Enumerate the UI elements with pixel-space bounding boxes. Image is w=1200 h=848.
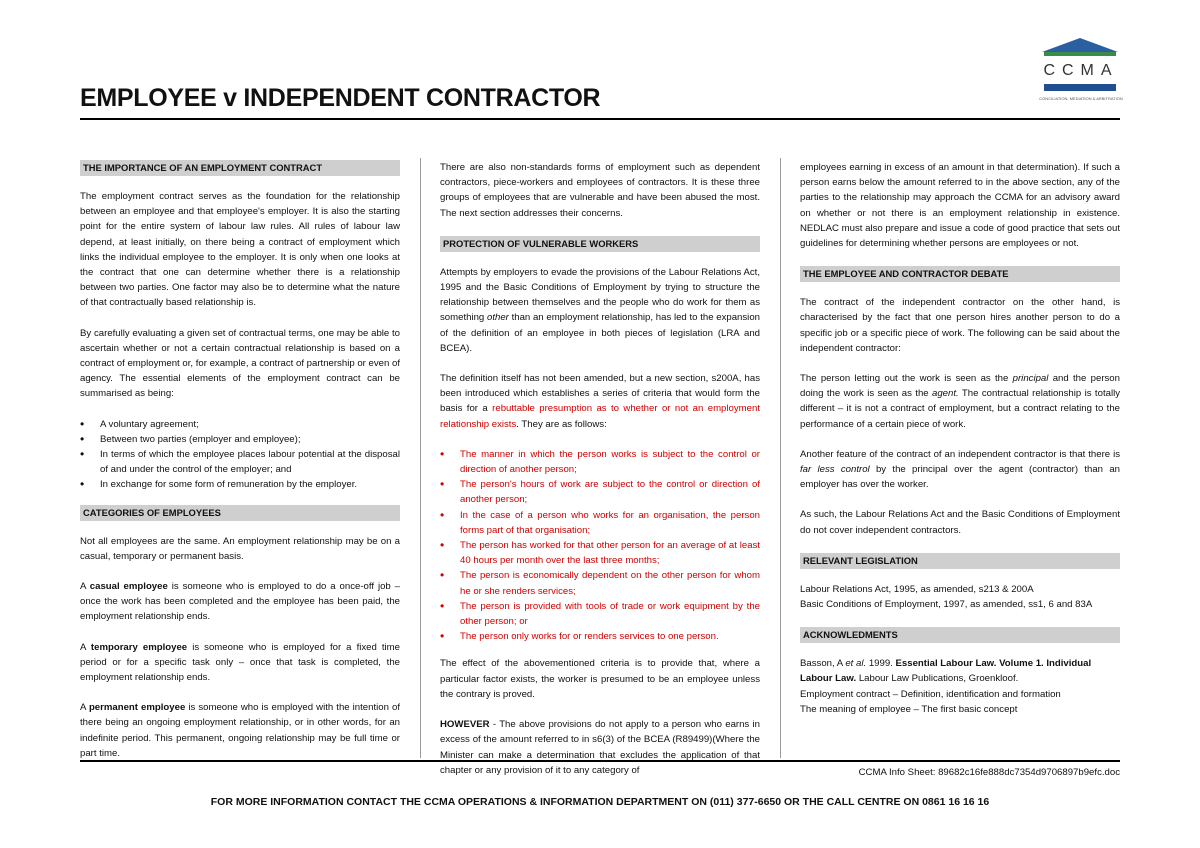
header-rule: [80, 118, 1120, 120]
footer-rule: [80, 760, 1120, 762]
criteria-list: [440, 447, 760, 645]
elements-list: [80, 417, 400, 493]
legislation-item: Basic Conditions of Employment, 1997, as amended, ss1, 6 and 83A: [800, 599, 1093, 611]
column-divider: [420, 158, 421, 758]
casual-paragraph: A casual employee is someone who is employed to do a once-off job – once the work has been completed and the employee has been paid, the employment relationship ends.: [80, 581, 400, 623]
list-item: • In terms of which the employee places labour potential at the disposal of and under the control of the employer; and: [80, 447, 400, 477]
paragraph: By carefully evaluating a given set of contractual terms, one may be able to ascertain whether or not a certain contractual relationship is based on a contract of employment or, for example, a contract of partnership or even of agency. The essential elements of the employment contract can be summarised as being:: [80, 327, 400, 400]
contact-footer: FOR MORE INFORMATION CONTACT THE CCMA OPERATIONS & INFORMATION DEPARTMENT ON (011) 377-6650 OR THE CALL CENTRE ON 0861 16 16 16: [210, 796, 990, 808]
list-item: • The person has worked for that other person for an average of at least 40 hours per month over the last three months;: [440, 538, 760, 568]
list-item: • A voluntary agreement;: [80, 417, 400, 432]
section-heading: RELEVANT LEGISLATION: [800, 553, 1120, 569]
paragraph: Attempts by employers to evade the provisions of the Labour Relations Act, 1995 and the Basic Conditions of Employment by trying to structure the relationship between themselves and the people who do work for them as something other than an employment relationship, has led to the expansion of the definition of an employee in both pieces of legislation (LRA and BCEA).: [440, 266, 760, 354]
paragraph: The contract of the independent contractor on the other hand, is characterised by the fact that one person hires another person to do a specific job or a specific piece of work. The following can be said about the independent contractor:: [800, 297, 1120, 354]
section-heading: ACKNOWLEDMENTS: [800, 627, 1120, 643]
ccma-logo: [1036, 38, 1126, 114]
column-1: [80, 160, 400, 776]
logo-roof-icon: [1042, 38, 1118, 52]
term: casual employee: [89, 581, 168, 593]
paragraph: As such, the Labour Relations Act and the Basic Conditions of Employment do not cover independent contractors.: [800, 509, 1120, 536]
legislation-list: [800, 582, 1120, 612]
paragraph: The person letting out the work is seen as the principal and the person doing the work is seen as the agent. The contractual relationship is totally different – it is not a contract of employment, but a contract relating to the performance of a certain piece of work.: [800, 373, 1120, 430]
column-3: [800, 160, 1120, 732]
section-heading: THE EMPLOYEE AND CONTRACTOR DEBATE: [800, 266, 1120, 282]
paragraph: The effect of the abovementioned criteria is to provide that, where a particular factor exists, the worker is presumed to be an employee unless the contrary is proved.: [440, 658, 760, 700]
list-item: • In the case of a person who works for an organisation, the person forms part of that organisation;: [440, 508, 760, 538]
list-item: • The manner in which the person works is subject to the control or direction of another person;: [440, 447, 760, 477]
logo-tagline: CONCILIATION, MEDIATION & ARBITRATION: [1039, 96, 1123, 101]
list-item: • The person only works for or renders services to one person.: [440, 629, 760, 644]
paragraph: The employment contract serves as the foundation for the relationship between an employee and that employee's employer. It is also the starting point for the entire system of labour law rules. All rules of labour law depend, at least initially, on there being a contract of employment which links the individual employee to the employer. It is only when one looks at the contract that one can determine whether there is a relationship between two parties. One factor may also be to determine what the nature of that contractually based relationship is.: [80, 191, 400, 309]
legislation-item: Labour Relations Act, 1995, as amended, s213 & 200A: [800, 583, 1034, 595]
acknowledgements: Basson, A et al. 1999. Essential Labour Law. Volume 1. Individual Labour Law. Labour Law Publications, Groenkloof. Employment contract – Definition, identification and formation The meaning of employee – The first basic concept: [800, 658, 1092, 715]
section-heading: CATEGORIES OF EMPLOYEES: [80, 505, 400, 521]
temporary-paragraph: A temporary employee is someone who is employed for a fixed time period or for a specific task only – once that task is completed, the employment relationship ends.: [80, 641, 400, 684]
list-item: • Between two parties (employer and employee);: [80, 432, 400, 447]
highlight-text: rebuttable presumption as to whether or not an employment relationship exists: [440, 403, 760, 430]
info-sheet-reference: CCMA Info Sheet: 89682c16fe888dc7354d9706897b9efc.doc: [858, 767, 1120, 778]
logo-bar: [1044, 84, 1116, 91]
section-heading: THE IMPORTANCE OF AN EMPLOYMENT CONTRACT: [80, 160, 400, 176]
paragraph: There are also non-standards forms of employment such as dependent contractors, piece-workers and employees of contractors. It is these three groups of employees that are vulnerable and have been abused the most. The next section addresses their concerns.: [440, 162, 760, 219]
paragraph: employees earning in excess of an amount in that determination). If such a person earns below the amount referred to in the above section, any of the parties to the relationship may approach the CCMA for an advisory award on whether or not there is an employment relationship in existence. NEDLAC must also prepare and issue a code of good practice that sets out guidelines for determining whether persons are employees or not.: [800, 162, 1120, 250]
logo-text: CCMA: [1043, 62, 1119, 79]
term: permanent employee: [88, 702, 186, 714]
paragraph: HOWEVER - The above provisions do not apply to a person who earns in excess of the amount referred to in s6(3) of the BCEA (R89499)(Where the Minister can make a determination that excludes the application of that chapter or any provision of it to any category of: [440, 719, 760, 776]
list-item: • The person's hours of work are subject to the control or direction of another person;: [440, 477, 760, 507]
term: temporary employee: [90, 641, 188, 653]
column-divider: [780, 158, 781, 758]
paragraph: Not all employees are the same. An employment relationship may be on a casual, temporary or permanent basis.: [80, 535, 400, 562]
permanent-paragraph: A permanent employee is someone who is employed with the intention of there being an ongoing employment relationship, or in other words, for an indefinite period. This permanent, ongoing relationship may be full time or part time.: [80, 702, 400, 759]
list-item: • In exchange for some form of remuneration by the employer.: [80, 477, 400, 492]
list-item: • The person is provided with tools of trade or work equipment by the other person; or: [440, 599, 760, 629]
page-title: EMPLOYEE v INDEPENDENT CONTRACTOR: [80, 84, 601, 112]
paragraph: The definition itself has not been amended, but a new section, s200A, has been introduced which establishes a series of criteria that would form the basis for a rebuttable presumption as to whether or not an employment relationship exists. They are as follows:: [440, 373, 760, 430]
list-item: • The person is economically dependent on the other person for whom he or she renders services;: [440, 568, 760, 598]
section-heading: PROTECTION OF VULNERABLE WORKERS: [440, 236, 760, 252]
paragraph: Another feature of the contract of an independent contractor is that there is far less control by the principal over the agent (contractor) than an employer has over the worker.: [800, 448, 1120, 491]
logo-band: [1044, 52, 1116, 56]
column-2: [440, 160, 760, 793]
